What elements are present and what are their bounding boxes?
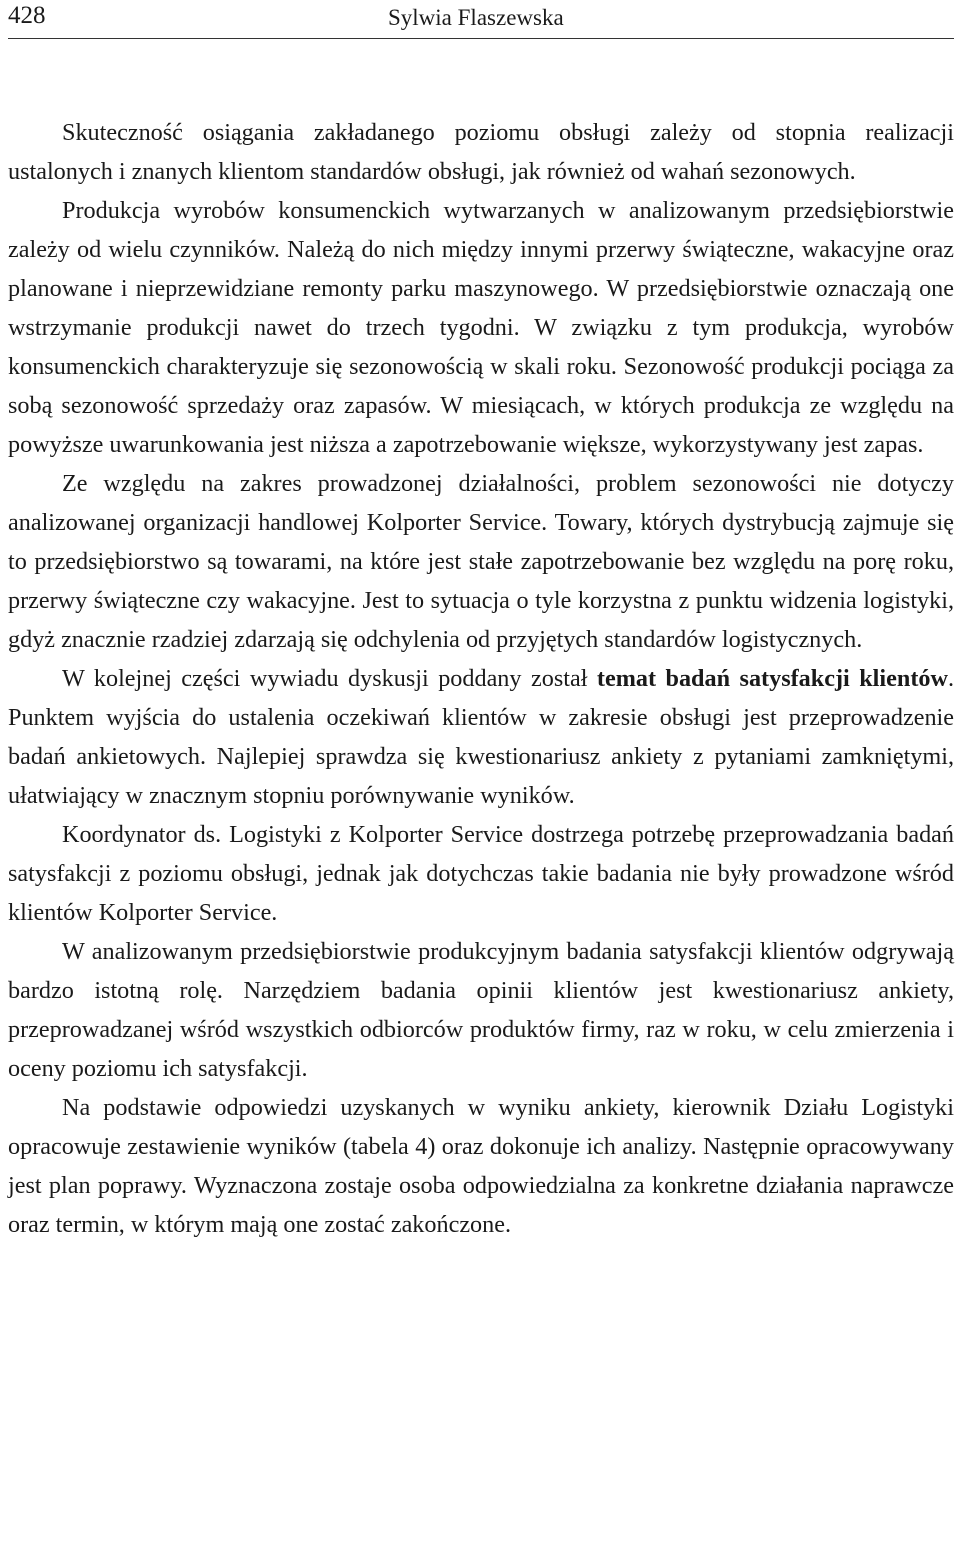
page xyxy=(8,0,954,1238)
running-header xyxy=(8,0,954,39)
paragraph-text: W kolejnej części wywiadu dyskusji poddany został xyxy=(62,665,597,692)
running-header-author: Sylwia Flaszewska xyxy=(388,5,564,30)
paragraph: Koordynator ds. Logistyki z Kolporter Service dostrzega potrzebę przeprowadzania badań satysfakcji z poziomu obsługi, jednak jak dotychczas takie badania nie były prowadzone wśród klientów Kolporter Service. xyxy=(8,821,954,926)
page-number: 428 xyxy=(8,2,46,29)
bold-phrase: temat badań satysfakcji klientów xyxy=(596,665,948,692)
paragraph: Ze względu na zakres prowadzonej działalności, problem sezonowości nie dotyczy analizowanej organizacji handlowej Kolporter Service. Towary, których dystrybucją zajmuje się to przedsiębiorstwo są towarami, na które jest stałe zapotrzebowanie bez względu na porę roku, przerwy świąteczne czy wakacyjne. Jest to sytuacja o tyle korzystna z punktu widzenia logistyki, gdyż znacznie rzadziej zdarzają się odchylenia od przyjętych standardów logistycznych. xyxy=(8,470,954,653)
paragraph-text: . Punktem wyjścia do ustalenia oczekiwań klientów w zakresie obsługi jest przeprowadzenie badań ankietowych. Najlepiej sprawdza się kwestionariusz ankiety z pytaniami zamkniętymi, ułatwiający w znacznym stopniu porównywanie wyników. xyxy=(8,665,954,809)
paragraph xyxy=(8,659,954,815)
paragraph: Skuteczność osiągania zakładanego poziomu obsługi zależy od stopnia realizacji ustalonych i znanych klientom standardów obsługi, jak również od wahań sezonowych. xyxy=(8,119,954,185)
paragraph: Produkcja wyrobów konsumenckich wytwarzanych w analizowanym przedsiębiorstwie zależy od wielu czynników. Należą do nich między innymi przerwy świąteczne, wakacyjne oraz planowane i nieprzewidziane remonty parku maszynowego. W przedsiębiorstwie oznaczają one wstrzymanie produkcji nawet do trzech tygodni. W związku z tym produkcja, wyrobów konsumenckich charakteryzuje się sezonowością w skali roku. Sezonowość produkcji pociąga za sobą sezonowość sprzedaży oraz zapasów. W miesiącach, w których produkcja ze względu na powyższe uwarunkowania jest niższa a zapotrzebowanie większe, wykorzystywany jest zapas. xyxy=(8,197,954,458)
paragraph: Na podstawie odpowiedzi uzyskanych w wyniku ankiety, kierownik Działu Logistyki opracowuje zestawienie wyników (tabela 4) oraz dokonuje ich analizy. Następnie opracowywany jest plan poprawy. Wyznaczona zostaje osoba odpowiedzialna za konkretne działania naprawcze oraz termin, w którym mają one zostać zakończone. xyxy=(8,1094,954,1238)
body-text xyxy=(8,113,954,1244)
paragraph: W analizowanym przedsiębiorstwie produkcyjnym badania satysfakcji klientów odgrywają bardzo istotną rolę. Narzędziem badania opinii klientów jest kwestionariusz ankiety, przeprowadzanej wśród wszystkich odbiorców produktów firmy, raz w roku, w celu zmierzenia i oceny poziomu ich satysfakcji. xyxy=(8,938,954,1082)
